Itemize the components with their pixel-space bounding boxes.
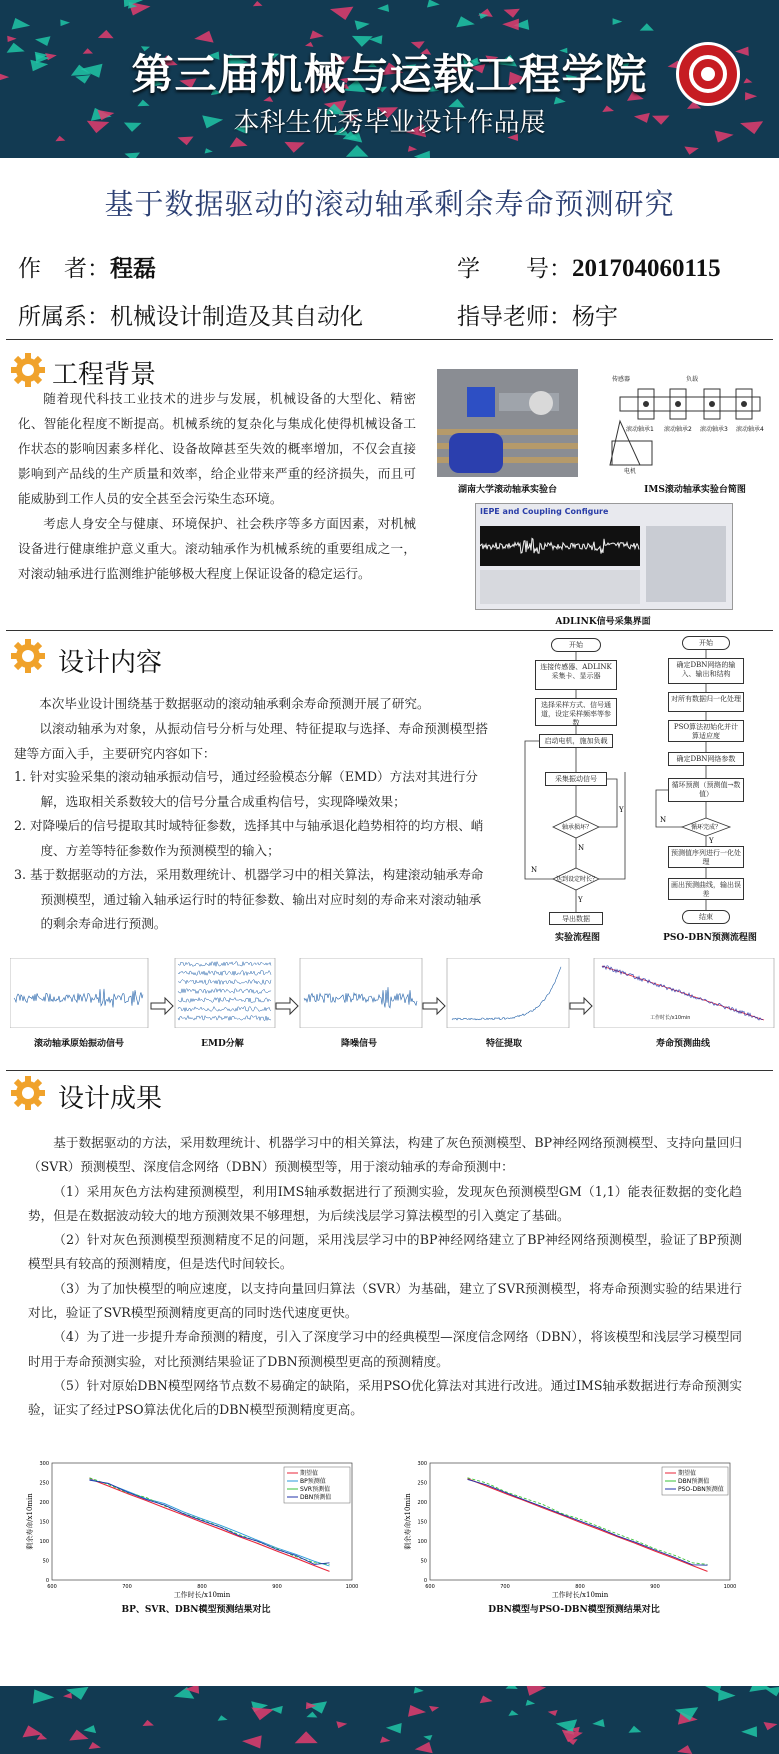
decor-triangle: [270, 1706, 282, 1714]
pipeline-caption: EMD分解: [201, 1039, 244, 1049]
department-row: [18, 298, 363, 331]
decor-triangle: [408, 146, 417, 152]
flow1-step: 选择采样方式、信号通道，设定采样频率等参数: [535, 698, 617, 726]
decor-triangle: [414, 151, 430, 158]
advisor-row: [457, 298, 618, 331]
x-tick-label: 800: [197, 1584, 207, 1590]
pipeline-caption: 特征提取: [485, 1039, 522, 1049]
author-label: 作 者：: [18, 256, 110, 282]
decor-triangle: [592, 1719, 604, 1727]
decor-triangle: [63, 1693, 72, 1699]
section-title-results: 设计成果: [58, 1084, 163, 1114]
decor-triangle: [89, 1742, 101, 1749]
decor-triangle: [336, 1721, 347, 1728]
results-paragraph: （5）针对原始DBN模型网络节点数不易确定的缺陷，采用PSO优化算法对其进行改进。通过IMS轴承数据进行寿命预测实验，证实了经过PSO算法优化后的DBN模型预测精度更高。: [28, 1377, 742, 1418]
decor-triangle: [284, 142, 304, 153]
chart-dbn-pso-dbn: [400, 1455, 748, 1600]
y-tick-label: 250: [417, 1480, 427, 1487]
decor-triangle: [60, 20, 70, 27]
decor-triangle: [83, 1725, 96, 1733]
department-label: 所属系：: [18, 304, 110, 330]
y-tick-label: 250: [39, 1480, 49, 1487]
results-paragraph: 基于数据驱动的方法，采用数理统计、机器学习中的相关算法，构建了灰色预测模型、BP神经网络预测模型、支持向量回归（SVR）预测模型、深度信念网络（DBN）预测模型等，用于滚动轴承的寿命预测中：: [28, 1135, 742, 1175]
y-tick-label: 100: [39, 1539, 49, 1545]
flow2-yes: Y: [709, 837, 714, 845]
flow1-yes: Y: [619, 806, 624, 814]
flow2-step: 开始: [682, 636, 730, 650]
decor-triangle: [456, 16, 475, 27]
x-tick-label: 700: [500, 1584, 510, 1590]
legend-label: 期望值: [300, 1470, 319, 1477]
decor-triangle: [12, 18, 31, 30]
decor-triangle: [346, 145, 369, 157]
decor-triangle: [69, 1730, 88, 1741]
decor-triangle: [414, 1687, 424, 1694]
student-id-row: [457, 250, 721, 283]
decor-triangle: [423, 1735, 432, 1741]
design-paragraph: 本次毕业设计围绕基于数据驱动的滚动轴承剩余寿命预测开展了研究。: [39, 696, 430, 711]
caption-experiment-flow: 实验流程图: [554, 933, 600, 943]
legend-label: PSO-DBN预测值: [678, 1486, 724, 1493]
list-item: 2. 对降噪后的信号提取其时域特征参数，选择其中与轴承退化趋势相符的均方根、峭度、方差等特征参数作为预测模型的输入；: [14, 818, 484, 858]
y-axis-label: 剩余寿命/x10min: [404, 1493, 412, 1550]
footer-banner: [0, 1686, 779, 1754]
legend-label: BP预测值: [300, 1478, 326, 1485]
section-title-design: 设计内容: [58, 648, 163, 678]
flow2-step: 确定DBN网络的输入、输出和结构: [668, 658, 744, 684]
chart-caption: BP、SVR、DBN模型预测结果对比: [121, 1605, 271, 1615]
decor-triangle: [684, 147, 698, 155]
banner-subtitle: 本科生优秀毕业设计作品展: [233, 108, 546, 138]
ims-schematic: [600, 369, 770, 477]
decor-triangle: [253, 1, 263, 6]
design-list: [14, 765, 488, 937]
flow1-yes: Y: [578, 896, 583, 904]
decor-triangle: [526, 1686, 546, 1696]
decor-triangle: [23, 1725, 43, 1737]
decor-triangle: [677, 1745, 692, 1754]
decor-triangle: [377, 4, 389, 12]
caption-adlink: ADLINK信号采集界面: [555, 617, 651, 627]
advisor-name: 杨宇: [572, 304, 618, 330]
results-paragraph: （4）为了进一步提升寿命预测的精度，引入了深度学习中的经典模型—深度信念网络（DBN），将该模型和浅层学习模型同时用于寿命预测实验，对比预测结果验证了DBN预测模型更高的预测精度。: [28, 1329, 742, 1369]
flow1-step: 连接传感器、ADLINK采集卡、显示器: [535, 660, 617, 690]
flow2-step: 预测值序列进行一化处理: [668, 846, 744, 868]
decor-triangle: [251, 1707, 274, 1720]
decor-triangle: [194, 31, 213, 43]
design-intro: [14, 691, 488, 766]
caption-ims-schematic: IMS滚动轴承实验台简图: [644, 485, 746, 495]
banner-title: 第三届机械与运载工程学院: [131, 50, 648, 99]
legend-label: DBN预测值: [678, 1478, 710, 1485]
list-item: 1. 针对实验采集的滚动轴承振动信号，通过经验模态分解（EMD）方法对其进行分解，选取相关系数较大的信号分量合成重构信号，实现降噪效果；: [14, 769, 478, 809]
y-tick-label: 300: [417, 1461, 427, 1467]
x-tick-label: 600: [47, 1584, 57, 1590]
decor-triangle: [306, 1712, 317, 1718]
decor-triangle: [143, 1720, 154, 1726]
legend-label: DBN预测值: [300, 1494, 332, 1501]
flow1-step: 导出数据: [549, 912, 603, 925]
experiment-flowchart: [515, 636, 640, 926]
flow2-decision: 循环完成？: [690, 824, 722, 831]
results-paragraph: （1）采用灰色方法构建预测模型，利用IMS轴承数据进行了预测实验，发现灰色预测模型GM（1,1）能表征数据的变化趋势，但是在数据波动较大的地方预测效果不够理想，为后续浅层学习算法模型的引入奠定了基础。: [28, 1183, 742, 1223]
x-tick-label: 900: [650, 1584, 660, 1590]
flow1-step: 采集振动信号: [545, 772, 607, 786]
legend-label: SVR预测值: [300, 1486, 331, 1493]
flow1-decision: 轴承损坏？: [561, 824, 593, 831]
caption-test-rig: 湖南大学滚动轴承实验台: [457, 485, 557, 495]
flow1-decision: 达到设定时长？: [555, 876, 599, 883]
flow1-no: N: [578, 844, 585, 852]
y-tick-label: 200: [39, 1500, 49, 1506]
decor-triangle: [764, 1722, 778, 1730]
background-paragraph: 考虑人身安全与健康、环境保护、社会秩序等多方面因素，对机械设备进行健康维护意义重大。滚动轴承作为机械系统的重要组成之一，对滚动轴承进行监测维护能够极大程度上保证设备的稳定运行。: [18, 516, 416, 581]
flow1-no: N: [531, 866, 538, 874]
poster-title: 基于数据驱动的滚动轴承剩余寿命预测研究: [104, 187, 675, 221]
decor-triangle: [640, 23, 654, 30]
decor-triangle: [506, 1686, 518, 1689]
ims-label: 滚动轴承3: [700, 426, 728, 433]
y-tick-label: 150: [417, 1519, 427, 1526]
list-item: 3. 基于数据驱动的方法，采用数理统计、机器学习中的相关算法，构建滚动轴承寿命预测模型，通过输入轴承运行时的特征参数、输出对应时刻的寿命来对滚动轴承的剩余寿命进行预测。: [14, 867, 484, 931]
chart-bp-svr-dbn: [22, 1455, 370, 1600]
decor-triangle: [380, 1737, 390, 1743]
x-tick-label: 700: [122, 1584, 132, 1590]
decor-triangle: [205, 148, 213, 153]
divider: [6, 1070, 773, 1071]
flow2-step: 循环预测（预测值→数值）: [668, 778, 744, 802]
ims-label: 滚动轴承1: [626, 426, 654, 433]
decor-triangle: [386, 1723, 402, 1734]
decor-triangle: [408, 1705, 426, 1717]
y-axis-label: 剩余寿命/x10min: [26, 1493, 34, 1550]
x-tick-label: 900: [272, 1584, 282, 1590]
decor-triangle: [480, 1696, 493, 1704]
gear-icon: [10, 352, 46, 388]
decor-triangle: [355, 20, 370, 30]
pipeline-panel: [10, 958, 148, 1028]
legend-label: 期望值: [678, 1470, 697, 1477]
advisor-label: 指导老师：: [457, 304, 572, 330]
y-tick-label: 0: [45, 1578, 49, 1584]
decor-triangle: [98, 30, 114, 38]
pso-dbn-flowchart: [650, 636, 770, 926]
gear-icon: [10, 638, 46, 674]
x-tick-label: 600: [425, 1584, 435, 1590]
ims-label: 传感器: [612, 376, 631, 383]
flow2-step: PSO算法初始化并计算适应度: [668, 720, 744, 742]
decor-triangle: [567, 1739, 578, 1745]
y-tick-label: 300: [39, 1461, 49, 1467]
ims-label: 滚动轴承2: [664, 426, 692, 433]
department-name: 机械设计制造及其自动化: [110, 304, 363, 330]
student-id-label: 学 号：: [457, 256, 572, 282]
decor-triangle: [548, 1710, 558, 1716]
adlink-screenshot: [475, 503, 733, 610]
ims-label: 电机: [624, 468, 637, 475]
x-tick-label: 800: [575, 1584, 585, 1590]
decor-triangle: [429, 1706, 439, 1712]
decor-triangle: [242, 1735, 262, 1748]
decor-triangle: [125, 153, 141, 159]
y-tick-label: 150: [39, 1519, 49, 1526]
decor-triangle: [613, 18, 623, 25]
flow2-step: 对所有数据归一化处理: [668, 692, 744, 712]
flow2-step: 画出预测曲线，输出误差: [668, 878, 744, 900]
decor-triangle: [218, 1715, 228, 1721]
y-tick-label: 100: [417, 1539, 427, 1545]
pipeline-panel: [447, 958, 569, 1028]
background-text: [18, 386, 416, 586]
gear-icon: [10, 1075, 46, 1111]
decor-triangle: [295, 1731, 318, 1743]
author-name: 程磊: [110, 255, 156, 282]
divider: [6, 339, 773, 340]
design-paragraph: 以滚动轴承为对象，从振动信号分析与处理、特征提取与选择、寿命预测模型搭建等方面入手，主要研究内容如下：: [14, 721, 488, 761]
results-paragraph: （3）为了加快模型的响应速度，以支持向量回归算法（SVR）为基础，建立了SVR预测模型，将寿命预测实验的结果进行对比，验证了SVR模型预测精度更高的同时迭代速度更快。: [28, 1280, 742, 1321]
school-logo-icon: [676, 42, 740, 106]
decor-triangle: [504, 9, 520, 18]
pipeline-caption: 降噪信号: [340, 1039, 377, 1049]
decor-triangle: [33, 1689, 54, 1703]
chart-caption: DBN模型与PSO-DBN模型预测结果对比: [488, 1605, 660, 1615]
x-axis-label: 工作时长/x10min: [173, 1591, 231, 1599]
y-tick-label: 200: [417, 1500, 427, 1506]
section-title-background: 工程背景: [52, 360, 157, 390]
pipeline-panel: [300, 958, 422, 1028]
divider: [6, 630, 773, 631]
background-paragraph: 随着现代科技工业技术的进步与发展，机械设备的大型化、精密化、智能化程度不断提高。机械系统的复杂化与集成化使得机械设备工作状态的影响因素多样化、设备故障甚至失效的概率增加，不仅会直接影响到产品线的生产质量和效率，给企业带来严重的经济损失，而且可能威胁到工作人员的安全甚至会污染生态环境。: [18, 391, 416, 506]
x-tick-label: 1000: [345, 1584, 359, 1590]
flow1-step: 开始: [551, 638, 601, 652]
student-id: 201704060115: [572, 255, 721, 282]
decor-triangle: [526, 1700, 536, 1706]
author-row: [18, 250, 156, 283]
results-text: [28, 1131, 742, 1423]
ims-label: 负载: [686, 376, 699, 383]
header-banner: [0, 0, 779, 158]
y-tick-label: 50: [420, 1558, 427, 1565]
decor-triangle: [718, 1689, 736, 1701]
decor-triangle: [629, 1726, 642, 1733]
results-paragraph: （2）针对灰色预测模型预测精度不足的问题，采用浅层学习中的BP神经网络建立了BP神经网络预测模型，验证了BP预测模型具有较高的预测精度，但是迭代时间较长。: [28, 1232, 742, 1272]
decor-triangle: [310, 30, 324, 39]
decor-triangle: [330, 7, 353, 20]
x-tick-label: 1000: [723, 1584, 737, 1590]
caption-pso-dbn-flow: PSO-DBN预测流程图: [663, 933, 757, 943]
decor-triangle: [415, 1742, 433, 1753]
decor-triangle: [508, 1710, 518, 1716]
flow2-step: 结束: [682, 910, 730, 924]
test-rig-photo: [437, 369, 578, 477]
flow1-step: 启动电机，施加负载: [539, 734, 613, 748]
decor-triangle: [427, 0, 440, 8]
y-tick-label: 50: [42, 1558, 49, 1565]
x-axis-label: 工作时长/x10min: [551, 1591, 609, 1599]
y-tick-label: 0: [423, 1578, 427, 1584]
adlink-screen-title: IEPE and Coupling Configure: [480, 507, 609, 516]
pipeline-xlabel: 工作时长/x10min: [650, 1015, 691, 1021]
pipeline-caption: 寿命预测曲线: [655, 1039, 710, 1049]
decor-triangle: [502, 19, 519, 31]
flow2-no: N: [660, 816, 667, 824]
processing-pipeline: [10, 958, 775, 1050]
pipeline-caption: 滚动轴承原始振动信号: [33, 1039, 124, 1049]
ims-label: 滚动轴承4: [736, 426, 764, 433]
flow2-step: 确定DBN网络参数: [668, 752, 744, 766]
decor-triangle: [741, 1726, 757, 1737]
